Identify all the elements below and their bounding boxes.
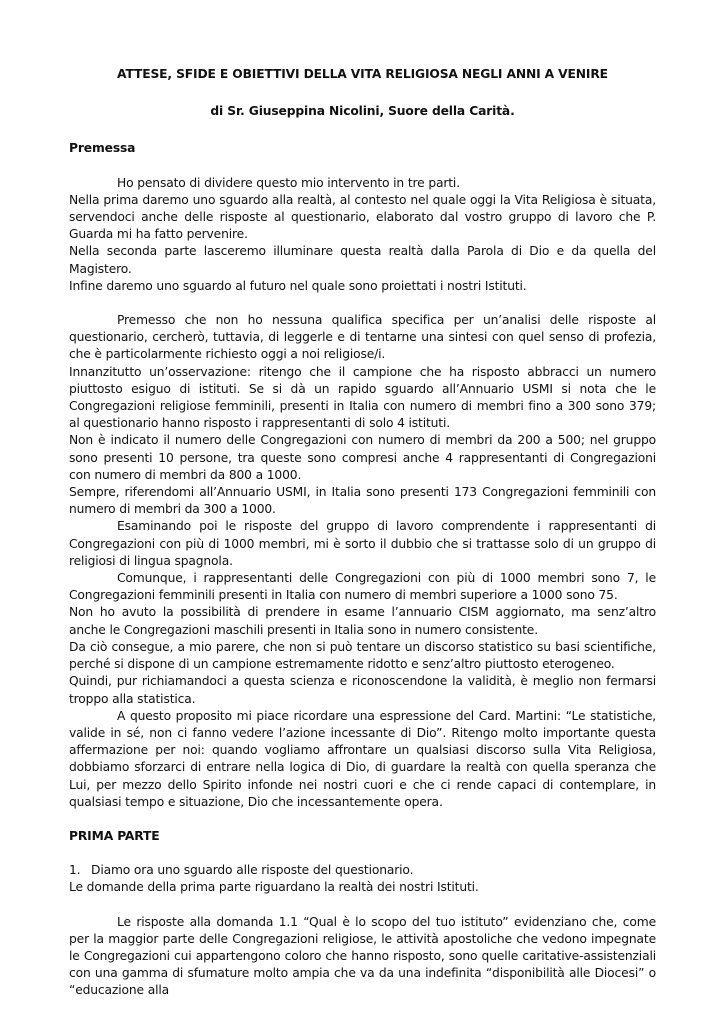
paragraph: Innanzitutto un’osservazione: ritengo che il campione che ha risposto abbracci un numero piuttosto esiguo di istituti. Se si dà un rapido sguardo all’Annuario USMI si nota che le Congregazioni religiose femminili, presenti in Italia con numero di membri fino a 300 sono 379; al questionario hanno risposto i rappresentanti di solo 4 istituti. bbox=[69, 364, 656, 431]
item-text: Diamo ora uno sguardo alle risposte del questionario. bbox=[91, 863, 414, 878]
document-body bbox=[69, 62, 656, 1000]
paragraph: Le domande della prima parte riguardano la realtà dei nostri Istituti. bbox=[69, 880, 479, 895]
document-author: di Sr. Giuseppina Nicolini, Suore della Carità. bbox=[210, 104, 515, 119]
paragraph: Nella prima daremo uno sguardo alla realtà, al contesto nel quale oggi la Vita Religiosa è situata, servendoci anche delle risposte al questionario, elaborato dal vostro gruppo di lavoro che P. Guarda mi ha fatto pervenire. bbox=[69, 192, 656, 242]
paragraph: Le risposte alla domanda 1.1 “Qual è lo scopo del tuo istituto” evidenziano che, come per la maggior parte delle Congregazioni religiose, le attività apostoliche che vedono impegnate le Congregazioni cui appartengono coloro che hanno risposto, sono quelle caritative-assistenziali con una gamma di sfumature molto ampia che va da una indefinita “disponibilità alle Diocesi” o “educazione alla bbox=[69, 914, 656, 998]
paragraph: Non ho avuto la possibilità di prendere in esame l’annuario CISM aggiornato, ma senz’altro anche le Congregazioni maschili presenti in Italia sono in numero consistente. bbox=[69, 605, 656, 637]
paragraph: Sempre, riferendomi all’Annuario USMI, in Italia sono presenti 173 Congregazioni femminili con numero di membri da 300 a 1000. bbox=[69, 485, 656, 517]
document-title: ATTESE, SFIDE E OBIETTIVI DELLA VITA RELIGIOSA NEGLI ANNI A VENIRE bbox=[117, 67, 608, 81]
paragraph: Premesso che non ho nessuna qualifica specifica per un’analisi delle risposte al questionario, cercherò, tuttavia, di leggerle e di tentarne una sintesi con quel senso di profezia, che è particolarmente richiesto oggi a noi religiose/i. bbox=[69, 313, 656, 362]
numbered-item bbox=[69, 862, 656, 879]
paragraph: Esaminando poi le risposte del gruppo di lavoro comprendente i rappresentanti di Congregazioni con più di 1000 membri, mi è sorto il dubbio che si trattasse solo di un gruppo di religiosi di lingua spagnola. bbox=[69, 519, 656, 568]
paragraph: A questo proposito mi piace ricordare una espressione del Card. Martini: “Le statistiche, valide in sé, non ci fanno vedere l’azione incessante di Dio”. Ritengo molto importante questa affermazione per noi: quando vogliamo affrontare un qualsiasi discorso sulla Vita Religiosa, dobbiamo sforzarci di entrare nella logica di Dio, di guardare la realtà con quella speranza che Lui, per mezzo dello Spirito infonde nei nostri cuori e che ci rende capaci di contemplare, in qualsiasi tempo e situazione, Dio che incessantemente opera. bbox=[69, 708, 656, 809]
paragraph: Comunque, i rappresentanti delle Congregazioni con più di 1000 membri sono 7, le Congregazioni femminili presenti in Italia con numero di membri superiore a 1000 sono 75. bbox=[69, 571, 656, 603]
section-heading-premessa: Premessa bbox=[69, 141, 136, 156]
paragraph: Ho pensato di dividere questo mio intervento in tre parti. bbox=[117, 175, 460, 190]
paragraph: Quindi, pur richiamandoci a questa scienza e riconoscendone la validità, è meglio non fermarsi troppo alla statistica. bbox=[69, 674, 656, 706]
paragraph: Da ciò consegue, a mio parere, che non si può tentare un discorso statistico su basi scientifiche, perché si dispone di un campione estremamente ridotto e senz’altro piuttosto eterogeneo. bbox=[69, 639, 656, 672]
paragraph: Infine daremo uno sguardo al futuro nel quale sono proiettati i nostri Istituti. bbox=[69, 278, 527, 293]
section-heading-prima-parte: PRIMA PARTE bbox=[69, 828, 160, 843]
item-number: 1. bbox=[69, 863, 81, 878]
paragraph: Nella seconda parte lasceremo illuminare questa realtà dalla Parola di Dio e da quella del Magistero. bbox=[69, 244, 656, 276]
paragraph: Non è indicato il numero delle Congregazioni con numero di membri da 200 a 500; nel gruppo sono presenti 10 persone, tra queste sono compresi anche 4 rappresentanti di Congregazioni con numero di membri da 800 a 1000. bbox=[69, 433, 656, 482]
